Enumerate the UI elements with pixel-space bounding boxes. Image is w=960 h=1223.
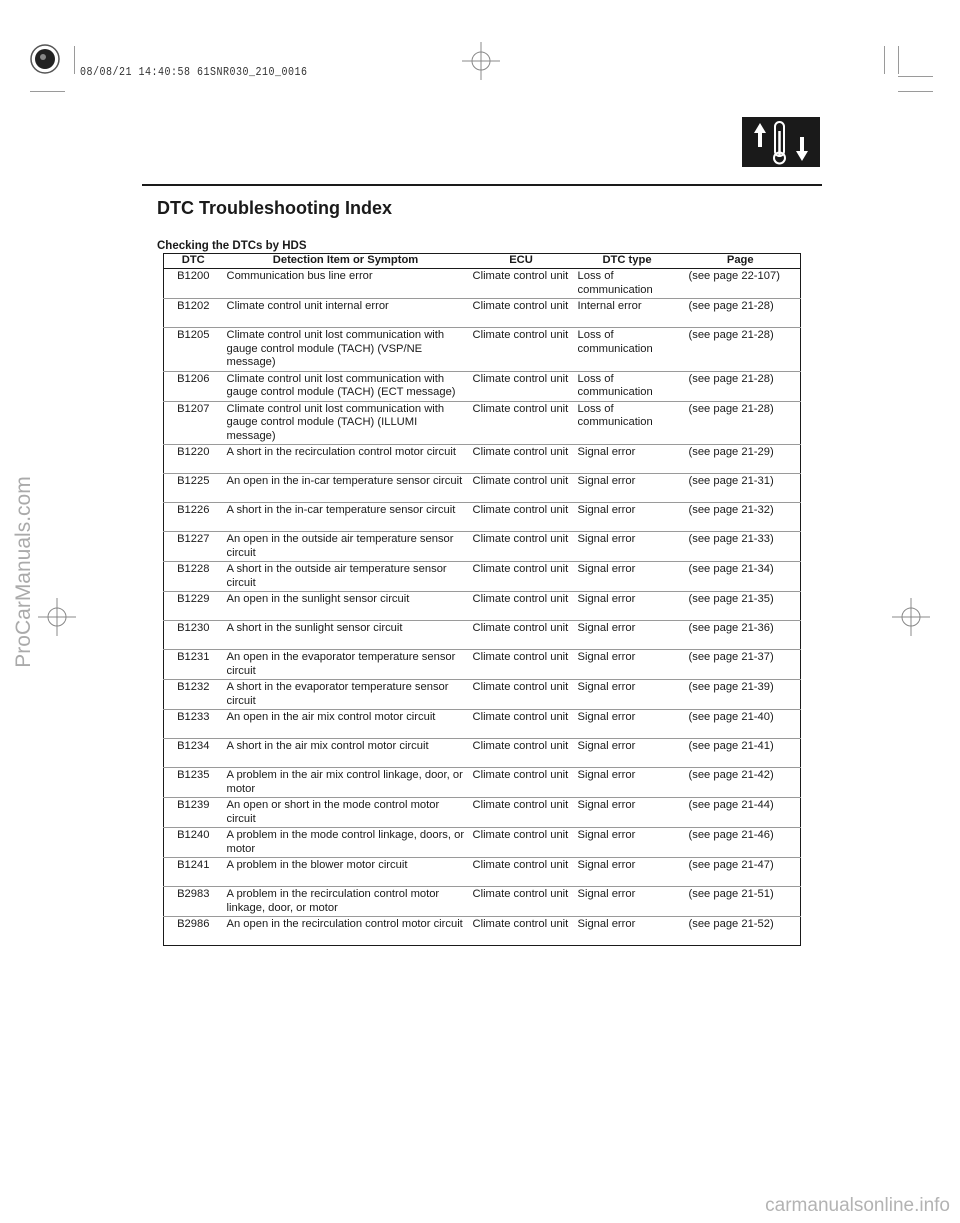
dtc-type-cell: Signal error (574, 532, 681, 562)
table-row (164, 592, 801, 621)
dtc-type-cell: Loss of communication (574, 269, 681, 299)
table-row (164, 562, 801, 592)
symptom-cell: A problem in the blower motor circuit (223, 858, 469, 887)
table-row (164, 474, 801, 503)
ecu-cell: Climate control unit (469, 650, 574, 680)
dtc-type-cell: Signal error (574, 562, 681, 592)
symptom-cell: A problem in the recirculation control motor linkage, door, or motor (223, 887, 469, 917)
page-ref-cell: (see page 21-36) (681, 621, 801, 650)
dtc-type-cell: Signal error (574, 503, 681, 532)
crop-mark-tr-h2 (898, 76, 933, 77)
dtc-code-cell: B1240 (164, 828, 223, 858)
symptom-cell: Climate control unit lost communication with gauge control module (TACH) (ECT message) (223, 371, 469, 401)
registration-target-icon (28, 42, 62, 76)
dtc-type-cell: Signal error (574, 858, 681, 887)
dtc-code-cell: B1228 (164, 562, 223, 592)
table-row (164, 650, 801, 680)
page-ref-cell: (see page 21-28) (681, 328, 801, 372)
dtc-type-cell: Internal error (574, 299, 681, 328)
col-header-dtc: DTC (164, 254, 223, 269)
dtc-code-cell: B1220 (164, 445, 223, 474)
dtc-code-cell: B1233 (164, 710, 223, 739)
dtc-code-cell: B1200 (164, 269, 223, 299)
page-ref-cell: (see page 21-31) (681, 474, 801, 503)
ecu-cell: Climate control unit (469, 503, 574, 532)
dtc-type-cell: Signal error (574, 445, 681, 474)
registration-crosshair-icon (462, 42, 500, 80)
page-ref-cell: (see page 21-28) (681, 299, 801, 328)
ecu-cell: Climate control unit (469, 621, 574, 650)
table-row (164, 887, 801, 917)
table-row (164, 532, 801, 562)
dtc-code-cell: B1241 (164, 858, 223, 887)
ecu-cell: Climate control unit (469, 798, 574, 828)
table-row (164, 798, 801, 828)
dtc-type-cell: Signal error (574, 474, 681, 503)
page-ref-cell: (see page 21-44) (681, 798, 801, 828)
symptom-cell: A short in the evaporator temperature sensor circuit (223, 680, 469, 710)
registration-crosshair-icon (892, 598, 930, 636)
dtc-type-cell: Loss of communication (574, 371, 681, 401)
symptom-cell: Climate control unit internal error (223, 299, 469, 328)
col-header-symptom: Detection Item or Symptom (223, 254, 469, 269)
page-ref-cell: (see page 22-107) (681, 269, 801, 299)
table-row (164, 710, 801, 739)
symptom-cell: A problem in the air mix control linkage, door, or motor (223, 768, 469, 798)
page-ref-cell: (see page 21-32) (681, 503, 801, 532)
symptom-cell: An open in the recirculation control motor circuit (226, 918, 463, 930)
dtc-code-cell: B1234 (164, 739, 223, 768)
page-title: DTC Troubleshooting Index (157, 198, 392, 218)
symptom-cell: An open in the air mix control motor circuit (223, 710, 469, 739)
print-timestamp: 08/08/21 14:40:58 61SNR030_210_0016 (80, 67, 308, 80)
ecu-cell: Climate control unit (469, 887, 574, 917)
dtc-code-cell: B1226 (164, 503, 223, 532)
page-ref-cell: (see page 21-28) (681, 371, 801, 401)
ecu-cell: Climate control unit (472, 918, 569, 930)
dtc-type-cell: Signal error (574, 798, 681, 828)
dtc-code-cell: B2986 (177, 918, 210, 930)
dtc-code-cell: B1227 (164, 532, 223, 562)
table-body (164, 269, 801, 946)
dtc-code-cell: B1232 (164, 680, 223, 710)
table-row (164, 503, 801, 532)
dtc-type-cell: Signal error (574, 710, 681, 739)
section-title: Checking the DTCs by HDS (157, 240, 307, 252)
registration-crosshair-icon (38, 598, 76, 636)
watermark-bottom: carmanualsonline.info (765, 1195, 950, 1216)
page-ref-cell: (see page 21-51) (681, 887, 801, 917)
dtc-code-cell: B1202 (164, 299, 223, 328)
crop-mark-tr-v1 (884, 46, 885, 74)
dtc-code-cell: B1235 (164, 768, 223, 798)
table-row (164, 680, 801, 710)
table-row (164, 401, 801, 445)
dtc-type-cell: Signal error (574, 592, 681, 621)
table-row (164, 828, 801, 858)
page-ref-cell: (see page 21-40) (681, 710, 801, 739)
table-row (164, 299, 801, 328)
dtc-code-cell: B1231 (164, 650, 223, 680)
ecu-cell: Climate control unit (469, 328, 574, 372)
ecu-cell: Climate control unit (469, 680, 574, 710)
page-ref-cell: (see page 21-37) (681, 650, 801, 680)
dtc-type-cell: Signal error (574, 887, 681, 917)
page-ref-cell: (see page 21-35) (681, 592, 801, 621)
symptom-cell: An open in the outside air temperature sensor circuit (223, 532, 469, 562)
crop-mark-tl-h (30, 91, 65, 92)
watermark-side: ProCarManuals.com (12, 476, 35, 668)
col-header-ecu: ECU (469, 254, 574, 269)
table-row (164, 768, 801, 798)
dtc-type-cell: Signal error (574, 621, 681, 650)
symptom-cell: A short in the recirculation control motor circuit (223, 445, 469, 474)
table-row (164, 371, 801, 401)
page-ref-cell: (see page 21-39) (681, 680, 801, 710)
table-row (164, 917, 801, 946)
page-ref-cell: (see page 21-42) (681, 768, 801, 798)
climate-section-logo (742, 117, 820, 167)
dtc-type-cell: Loss of communication (574, 328, 681, 372)
symptom-cell: A short in the air mix control motor circuit (223, 739, 469, 768)
dtc-code-cell: B1205 (164, 328, 223, 372)
symptom-cell: A short in the in-car temperature sensor circuit (223, 503, 469, 532)
dtc-type-cell: Signal error (574, 650, 681, 680)
table-header-row (164, 254, 801, 269)
ecu-cell: Climate control unit (469, 739, 574, 768)
ecu-cell: Climate control unit (469, 710, 574, 739)
table-row (164, 328, 801, 372)
ecu-cell: Climate control unit (469, 828, 574, 858)
dtc-code-cell: B2983 (164, 887, 223, 917)
col-header-dtc-type: DTC type (574, 254, 681, 269)
dtc-type-cell: Signal error (577, 918, 636, 930)
ecu-cell: Climate control unit (469, 768, 574, 798)
page-ref-cell: (see page 21-41) (681, 739, 801, 768)
thermometer-icon (742, 117, 820, 167)
ecu-cell: Climate control unit (469, 532, 574, 562)
ecu-cell: Climate control unit (469, 299, 574, 328)
ecu-cell: Climate control unit (469, 269, 574, 299)
dtc-type-cell: Signal error (574, 768, 681, 798)
symptom-cell: An open in the sunlight sensor circuit (223, 592, 469, 621)
dtc-index-table (163, 253, 801, 946)
ecu-cell: Climate control unit (469, 858, 574, 887)
symptom-cell: An open or short in the mode control motor circuit (223, 798, 469, 828)
symptom-cell: Climate control unit lost communication with gauge control module (TACH) (ILLUMI message) (223, 401, 469, 445)
table-row (164, 445, 801, 474)
page-ref-cell: (see page 21-52) (688, 918, 774, 930)
table-row (164, 269, 801, 299)
table-row (164, 858, 801, 887)
page-ref-cell: (see page 21-46) (681, 828, 801, 858)
dtc-code-cell: B1206 (164, 371, 223, 401)
page-ref-cell: (see page 21-29) (681, 445, 801, 474)
dtc-code-cell: B1207 (164, 401, 223, 445)
dtc-code-cell: B1225 (164, 474, 223, 503)
ecu-cell: Climate control unit (469, 592, 574, 621)
dtc-type-cell: Signal error (574, 828, 681, 858)
crop-mark-tr-h (898, 91, 933, 92)
table-row (164, 621, 801, 650)
page-ref-cell: (see page 21-33) (681, 532, 801, 562)
ecu-cell: Climate control unit (469, 445, 574, 474)
ecu-cell: Climate control unit (469, 401, 574, 445)
ecu-cell: Climate control unit (469, 562, 574, 592)
ecu-cell: Climate control unit (469, 474, 574, 503)
symptom-cell: A problem in the mode control linkage, doors, or motor (223, 828, 469, 858)
symptom-cell: An open in the evaporator temperature sensor circuit (223, 650, 469, 680)
crop-mark-tl-v (74, 46, 75, 74)
crop-mark-tr-v2 (898, 46, 899, 74)
symptom-cell: An open in the in-car temperature sensor circuit (223, 474, 469, 503)
dtc-type-cell: Signal error (574, 739, 681, 768)
dtc-type-cell: Loss of communication (574, 401, 681, 445)
page-ref-cell: (see page 21-28) (681, 401, 801, 445)
dtc-code-cell: B1230 (164, 621, 223, 650)
table-row (164, 739, 801, 768)
page-ref-cell: (see page 21-34) (681, 562, 801, 592)
symptom-cell: Communication bus line error (223, 269, 469, 299)
symptom-cell: A short in the outside air temperature sensor circuit (223, 562, 469, 592)
dtc-code-cell: B1229 (164, 592, 223, 621)
col-header-page: Page (681, 254, 801, 269)
dtc-type-cell: Signal error (574, 680, 681, 710)
page-ref-cell: (see page 21-47) (681, 858, 801, 887)
ecu-cell: Climate control unit (469, 371, 574, 401)
dtc-code-cell: B1239 (164, 798, 223, 828)
symptom-cell: A short in the sunlight sensor circuit (223, 621, 469, 650)
symptom-cell: Climate control unit lost communication with gauge control module (TACH) (VSP/NE message) (223, 328, 469, 372)
header-rule (142, 184, 822, 186)
